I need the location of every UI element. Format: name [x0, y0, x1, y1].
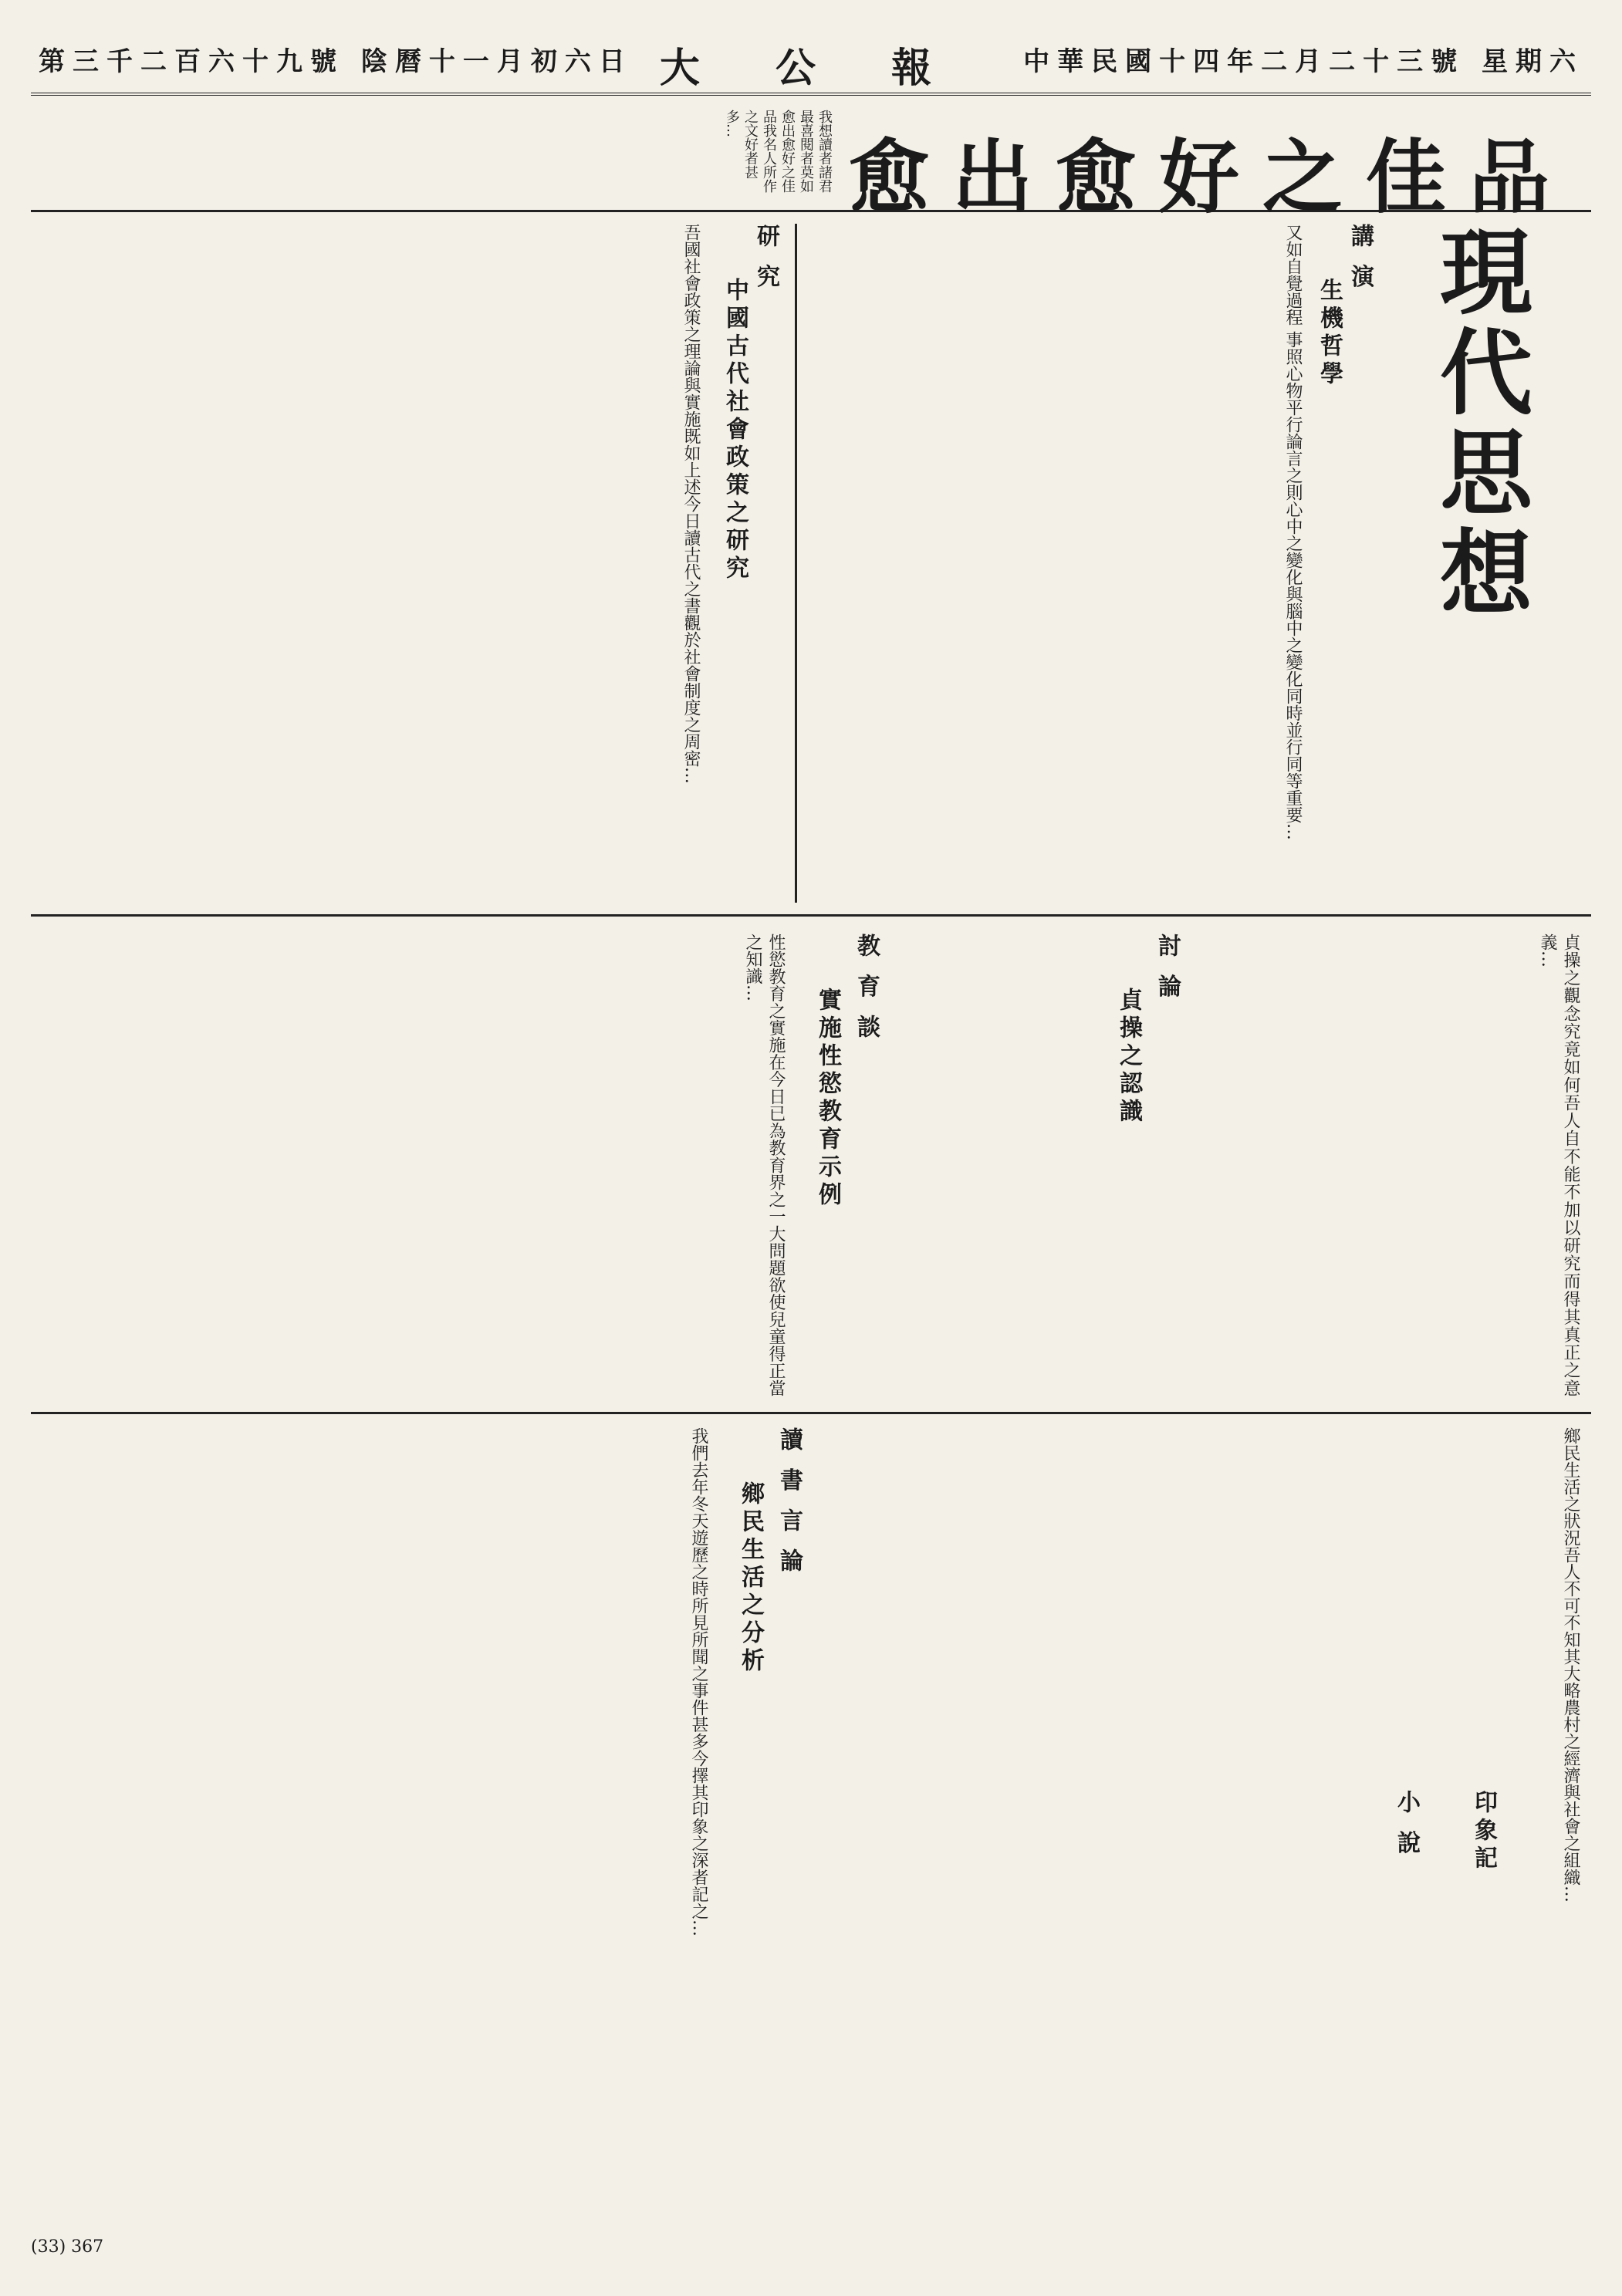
lecture-title: 生機哲學 — [1316, 278, 1343, 389]
education-label: 教 育 談 — [853, 934, 880, 1042]
novel-title: 印象記 — [1470, 1790, 1497, 1873]
advert-banner — [31, 102, 1591, 225]
divider-middle — [31, 914, 1591, 917]
novel-body: 我們去年冬天遊歷之時所見所聞之事件甚多今擇其印象之深者記之… — [689, 1427, 708, 1936]
research-title: 中國古代社會政策之研究 — [721, 278, 748, 583]
reading-label: 讀 書 言 論 — [776, 1427, 803, 1577]
divider-lower — [31, 1412, 1591, 1414]
lecture-label: 講 演 — [1347, 224, 1374, 292]
research-label: 研 究 — [752, 224, 779, 292]
column-name: 現代思想 — [1424, 224, 1533, 625]
masthead — [31, 31, 1591, 96]
masthead-paper-name: 大 公 報 — [659, 45, 963, 92]
divider-top — [795, 224, 797, 903]
banner-title: 愈出愈好之佳品 — [849, 130, 1573, 225]
education-title: 實施性慾教育示例 — [814, 988, 841, 1210]
discussion-label: 討 論 — [1154, 934, 1181, 1002]
reading-body: 鄉民生活之狀況吾人不可不知其大略農村之經濟與社會之組織… — [1561, 1427, 1580, 1903]
lecture-body: 又如自覺過程 事照心物平行論言之則心中之變化與腦中之變化同時並行同等重要… — [1283, 224, 1303, 840]
discussion-title: 貞操之認識 — [1115, 988, 1142, 1126]
education-body: 性慾教育之實施在今日已為教育界之一大問題欲使兒童得正當之知識… — [743, 934, 786, 1396]
research-body: 吾國社會政策之理論與實施既如上述今日讀古代之書觀於社會制度之周密… — [681, 224, 701, 784]
masthead-issue: 第三千二百六十九號 陰曆十一月初六日 — [39, 46, 633, 77]
discussion-body: 貞操之觀念究竟如何吾人自不能不加以研究而得其真正之意義… — [1538, 934, 1580, 1396]
page-number: (33) 367 — [31, 2237, 104, 2257]
banner-note: 我想讀者諸君最喜閱者莫如愈出愈好之佳品我名人所作之文好者甚多… — [724, 110, 833, 193]
novel-label: 小 說 — [1393, 1790, 1420, 1859]
reading-title: 鄉民生活之分析 — [737, 1481, 764, 1676]
masthead-date: 中華民國十四年二月二十三號 星期六 — [1023, 46, 1583, 77]
newspaper-page — [31, 31, 1591, 2265]
